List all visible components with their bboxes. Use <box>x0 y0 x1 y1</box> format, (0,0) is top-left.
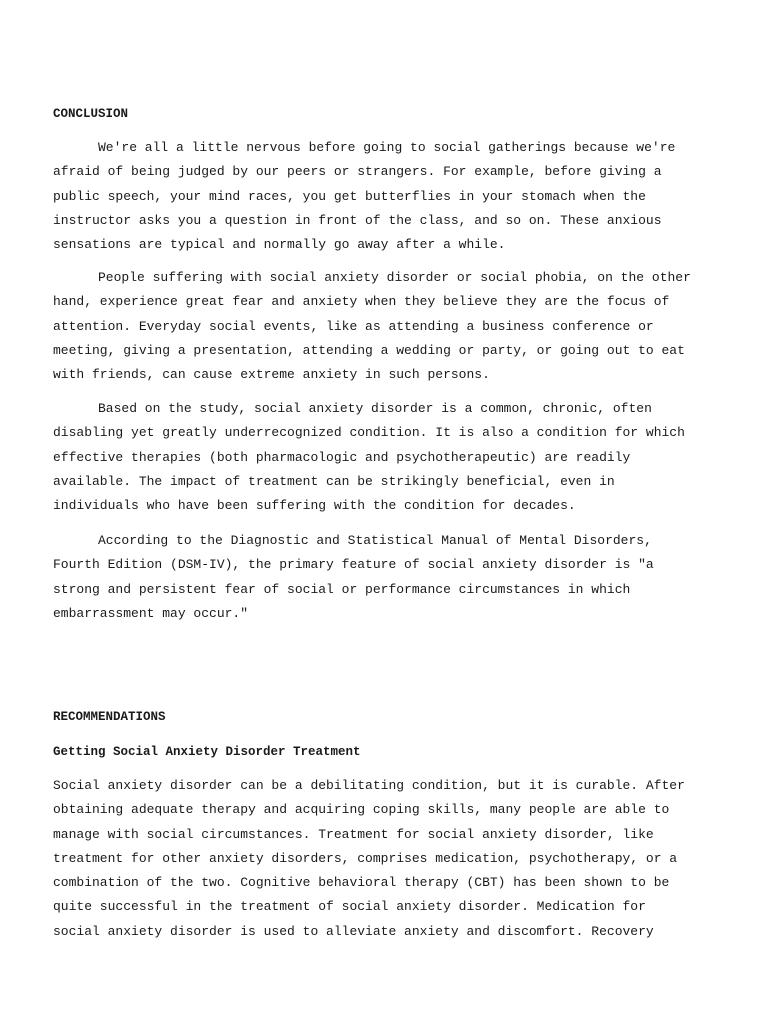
text-line: available. The impact of treatment can be strikingly beneficial, even in <box>53 473 615 489</box>
recommendations-heading: RECOMMENDATIONS <box>53 710 166 724</box>
text-line: afraid of being judged by our peers or strangers. For example, before giving a <box>53 164 662 180</box>
text-line: treatment for other anxiety disorders, comprises medication, psychotherapy, or a <box>53 850 678 866</box>
text-line: Based on the study, social anxiety disorder is a common, chronic, often <box>98 401 652 416</box>
text-line: According to the Diagnostic and Statistical Manual of Mental Disorders, <box>98 533 652 548</box>
text-line: with friends, can cause extreme anxiety in such persons. <box>53 367 490 383</box>
text-line: People suffering with social anxiety disorder or social phobia, on the other <box>98 270 691 285</box>
conclusion-paragraph-2 <box>53 266 733 387</box>
text-line: quite successful in the treatment of social anxiety disorder. Medication for <box>53 899 646 915</box>
text-line: individuals who have been suffering with the condition for decades. <box>53 498 576 514</box>
text-line: manage with social circumstances. Treatment for social anxiety disorder, like <box>53 826 654 842</box>
text-line: social anxiety disorder is used to alleviate anxiety and discomfort. Recovery <box>53 923 654 939</box>
text-line: public speech, your mind races, you get butterflies in your stomach when the <box>53 188 646 204</box>
text-line: attention. Everyday social events, like as attending a business conference or <box>53 318 654 334</box>
text-line: meeting, giving a presentation, attending a wedding or party, or going out to eat <box>53 342 685 358</box>
text-line: disabling yet greatly underrecognized condition. It is also a condition for which <box>53 425 685 441</box>
conclusion-paragraph-4 <box>53 529 733 626</box>
text-line: strong and persistent fear of social or performance circumstances in which <box>53 581 631 597</box>
text-line: effective therapies (both pharmacologic and psychotherapeutic) are readily <box>53 449 631 465</box>
text-line: hand, experience great fear and anxiety when they believe they are the focus of <box>53 294 670 310</box>
text-line: combination of the two. Cognitive behavioral therapy (CBT) has been shown to be <box>53 875 670 891</box>
text-line: obtaining adequate therapy and acquiring coping skills, many people are able to <box>53 802 670 818</box>
conclusion-paragraph-1 <box>53 136 733 257</box>
text-line: Social anxiety disorder can be a debilitating condition, but it is curable. After <box>53 778 685 793</box>
text-line: instructor asks you a question in front of the class, and so on. These anxious <box>53 212 662 228</box>
recommendations-paragraph <box>53 774 733 944</box>
text-line: Fourth Edition (DSM-IV), the primary feature of social anxiety disorder is "a <box>53 557 654 573</box>
text-line: embarrassment may occur." <box>53 605 249 621</box>
text-line: We're all a little nervous before going to social gatherings because we're <box>98 140 676 155</box>
recommendations-subheading: Getting Social Anxiety Disorder Treatment <box>53 745 361 759</box>
conclusion-heading: CONCLUSION <box>53 107 129 121</box>
text-line: sensations are typical and normally go away after a while. <box>53 237 506 253</box>
conclusion-paragraph-3 <box>53 397 733 518</box>
